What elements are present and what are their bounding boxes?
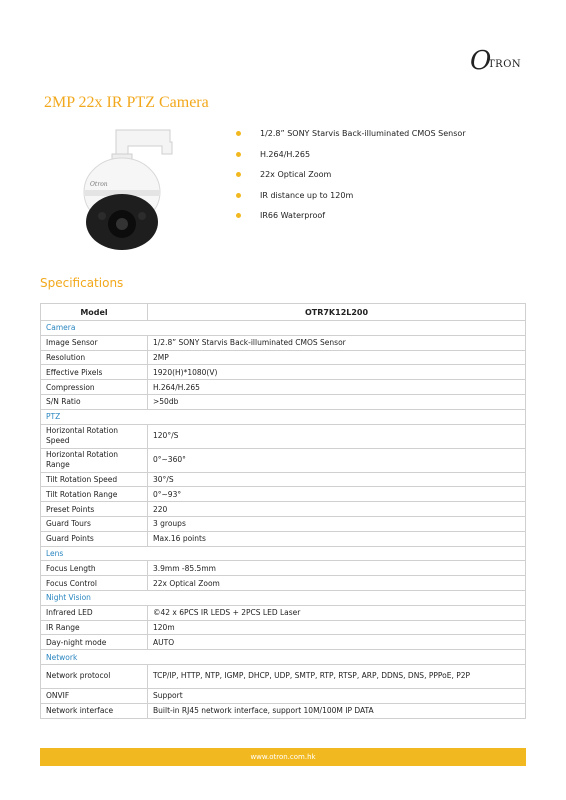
specifications-heading: Specifications — [40, 276, 124, 290]
table-row: Effective Pixels 1920(H)*1080(V) — [41, 365, 526, 380]
bullet-icon — [236, 193, 241, 198]
feature-item: H.264/H.265 — [236, 149, 466, 170]
table-row: Resolution 2MP — [41, 350, 526, 365]
bullet-icon — [236, 172, 241, 177]
feature-item: IR distance up to 120m — [236, 190, 466, 211]
table-row: Focus Control 22x Optical Zoom — [41, 576, 526, 591]
table-row: Horizontal Rotation Range 0°~360° — [41, 448, 526, 472]
section-row: Network — [41, 650, 526, 665]
feature-item: 1/2.8” SONY Starvis Back-illuminated CMOS Sensor — [236, 128, 466, 149]
header-model-value: OTR7K12L200 — [148, 304, 526, 321]
brand-logo: O TRON — [470, 46, 522, 76]
svg-text:Otron: Otron — [90, 181, 108, 188]
ptz-camera-image — [76, 124, 180, 252]
bullet-icon — [236, 131, 241, 136]
table-row: Infrared LED ©42 x 6PCS IR LEDS + 2PCS LED Laser — [41, 605, 526, 620]
footer-bar — [40, 748, 526, 766]
table-row: Network interface Built-in RJ45 network interface, support 10M/100M IP DATA — [41, 703, 526, 718]
table-row: Tilt Rotation Speed 30°/S — [41, 472, 526, 487]
table-row: Preset Points 220 — [41, 502, 526, 517]
table-row: Day-night mode AUTO — [41, 635, 526, 650]
table-row: Horizontal Rotation Speed 120°/S — [41, 424, 526, 448]
spec-table — [40, 303, 526, 719]
section-row: PTZ — [41, 409, 526, 424]
feature-item: 22x Optical Zoom — [236, 169, 466, 190]
header-label: Model — [41, 304, 148, 321]
table-row: Network protocol TCP/IP, HTTP, NTP, IGMP, DHCP, UDP, SMTP, RTP, RTSP, ARP, DDNS, DNS, PPPoE, P2P — [41, 664, 526, 688]
table-row: Compression H.264/H.265 — [41, 380, 526, 395]
bullet-icon — [236, 213, 241, 218]
table-row: Focus Length 3.9mm -85.5mm — [41, 561, 526, 576]
section-row: Camera — [41, 321, 526, 336]
section-row: Night Vision — [41, 590, 526, 605]
table-row: S/N Ratio >50db — [41, 394, 526, 409]
section-row: Lens — [41, 546, 526, 561]
table-row: ONVIF Support — [41, 688, 526, 703]
bullet-icon — [236, 152, 241, 157]
table-header-row — [41, 304, 526, 321]
table-row: Image Sensor 1/2.8” SONY Starvis Back-illuminated CMOS Sensor — [41, 335, 526, 350]
table-row: Guard Tours 3 groups — [41, 516, 526, 531]
footer-website: www.otron.com.hk — [250, 753, 316, 761]
feature-list — [236, 128, 466, 231]
product-title: 2MP 22x IR PTZ Camera — [44, 94, 209, 111]
table-row: Guard Points Max.16 points — [41, 531, 526, 546]
feature-item: IR66 Waterproof — [236, 210, 466, 231]
table-row: Tilt Rotation Range 0°~93° — [41, 487, 526, 502]
table-row: IR Range 120m — [41, 620, 526, 635]
